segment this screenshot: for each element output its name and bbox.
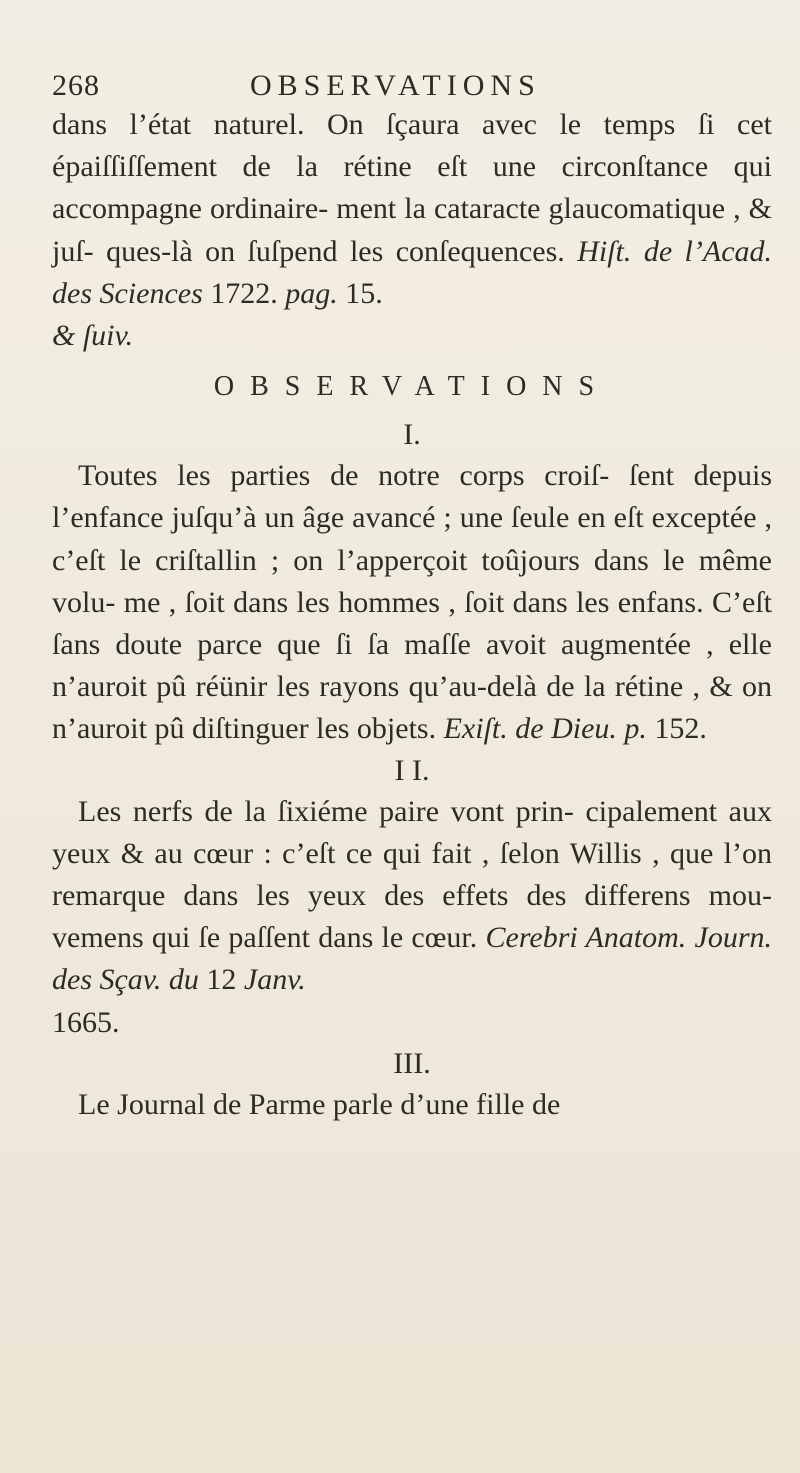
- intro-line: ques-là on ſuſpend les conſequences.: [106, 234, 565, 268]
- observation-number: I.: [403, 418, 421, 452]
- running-title: OBSERVATIONS: [250, 69, 541, 102]
- citation: Cerebri Anatom. Journ. des Sçav. du: [52, 921, 773, 997]
- citation-page: 15.: [345, 276, 383, 310]
- observation-text: Toutes les parties de notre corps croiſ- ſent depuis l’enfance juſqu’à un âge avancé ; une ſeule en eſt exceptée , c’eſt le criſtallin ; on l’apperçoit toûjours dans le même volu- me , ſoit dans les hommes , ſoit dans les enfans. C’eſt ſans doute parce que ſi ſa maſſe avoit augmentée , elle n’auroit pû réünir les rayons qu’au-delà de la rétine , & on n’auroit pû diſtinguer les objets.: [52, 459, 772, 746]
- observation-2: [52, 791, 772, 1044]
- citation-year: 1665.: [52, 1005, 120, 1039]
- citation: & ſuiv.: [52, 319, 134, 353]
- observation-3: [52, 1084, 772, 1126]
- citation: pag.: [285, 276, 338, 310]
- citation: Janv.: [243, 963, 306, 997]
- text-block: [52, 104, 772, 1126]
- citation-day: 12: [206, 963, 237, 997]
- page-number: 268: [52, 69, 100, 102]
- observation-1: [52, 455, 772, 750]
- citation: Hiſt.: [577, 234, 632, 268]
- running-head: [52, 66, 772, 106]
- intro-line: ment la cataracte glaucomatique , & juſ-: [52, 192, 773, 268]
- observation-text: Le Journal de Parme parle d’une fille de: [78, 1087, 561, 1121]
- intro-paragraph: [52, 104, 772, 357]
- citation: de l’Acad. des Sciences: [52, 234, 773, 310]
- observation-number: III.: [393, 1046, 431, 1080]
- citation-year: 1722.: [210, 276, 278, 310]
- intro-line: une circonſtance qui accompagne ordinaire-: [52, 150, 772, 226]
- citation-page: 152.: [654, 712, 707, 746]
- intro-line: dans l’état naturel. On ſçaura avec le: [52, 108, 582, 141]
- section-heading: OBSERVATIONS: [213, 371, 611, 403]
- intro-line: temps ſi cet épaiſſiſſement de la rétine eſt: [52, 108, 772, 184]
- citation: Exiſt. de Dieu. p.: [443, 712, 647, 746]
- observation-number: I I.: [394, 753, 430, 787]
- observation-text: Les nerfs de la ſixiéme paire vont prin- cipalement aux yeux & au cœur : c’eſt ce qui fait , ſelon Willis , que l’on remarque dans les yeux des effets des differens mou- vemens qui ſe paſſent dans le cœur.: [52, 794, 772, 955]
